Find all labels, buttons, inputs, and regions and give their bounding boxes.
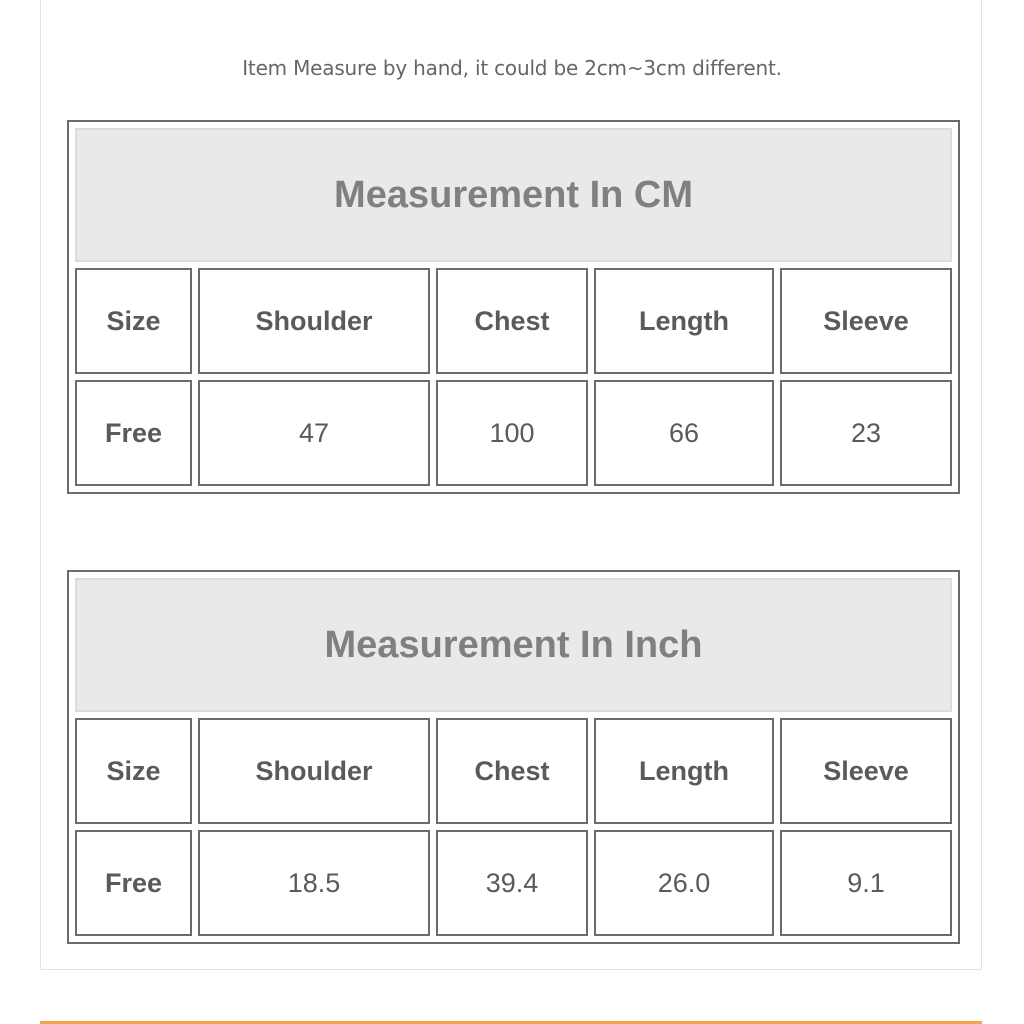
header-sleeve: Sleeve [780, 268, 952, 374]
measurement-note: Item Measure by hand, it could be 2cm~3cm different. [242, 56, 782, 80]
header-length: Length [594, 718, 774, 824]
size-value: Free [75, 380, 192, 486]
sleeve-value: 9.1 [780, 830, 952, 936]
header-size: Size [75, 268, 192, 374]
length-value: 66 [594, 380, 774, 486]
shoulder-value: 47 [198, 380, 430, 486]
header-length: Length [594, 268, 774, 374]
chest-value: 39.4 [436, 830, 588, 936]
header-shoulder: Shoulder [198, 718, 430, 824]
length-value: 26.0 [594, 830, 774, 936]
inch-table-title: Measurement In Inch [75, 578, 952, 712]
chest-value: 100 [436, 380, 588, 486]
shoulder-value: 18.5 [198, 830, 430, 936]
header-size: Size [75, 718, 192, 824]
header-chest: Chest [436, 718, 588, 824]
cm-size-table [67, 120, 960, 494]
header-sleeve: Sleeve [780, 718, 952, 824]
inch-size-table [67, 570, 960, 944]
sleeve-value: 23 [780, 380, 952, 486]
header-shoulder: Shoulder [198, 268, 430, 374]
size-value: Free [75, 830, 192, 936]
cm-table-title: Measurement In CM [75, 128, 952, 262]
header-chest: Chest [436, 268, 588, 374]
